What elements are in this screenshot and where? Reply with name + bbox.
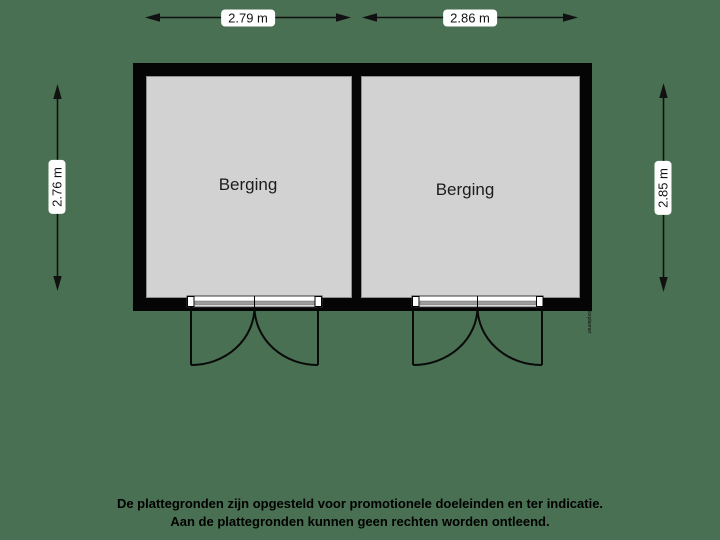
door-swing-left-room xyxy=(191,307,318,365)
door-swing-right-room xyxy=(413,307,542,365)
dimension-label-top-left: 2.79 m xyxy=(221,10,275,27)
disclaimer-line-2: Aan de plattegronden kunnen geen rechten worden ontleend. xyxy=(170,514,550,529)
room-label-left: Berging xyxy=(218,175,278,194)
room-label-right: Berging xyxy=(435,180,495,199)
disclaimer-text xyxy=(0,495,720,531)
dimension-label-top-right: 2.86 m xyxy=(443,10,497,27)
disclaimer-line-1: De plattegronden zijn opgesteld voor promotionele doeleinden en ter indicatie. xyxy=(116,496,604,511)
dimension-label-right: 2.85 m xyxy=(655,161,672,215)
watermark-text: floorplanner xyxy=(586,307,592,334)
dimension-label-left: 2.76 m xyxy=(49,160,66,214)
